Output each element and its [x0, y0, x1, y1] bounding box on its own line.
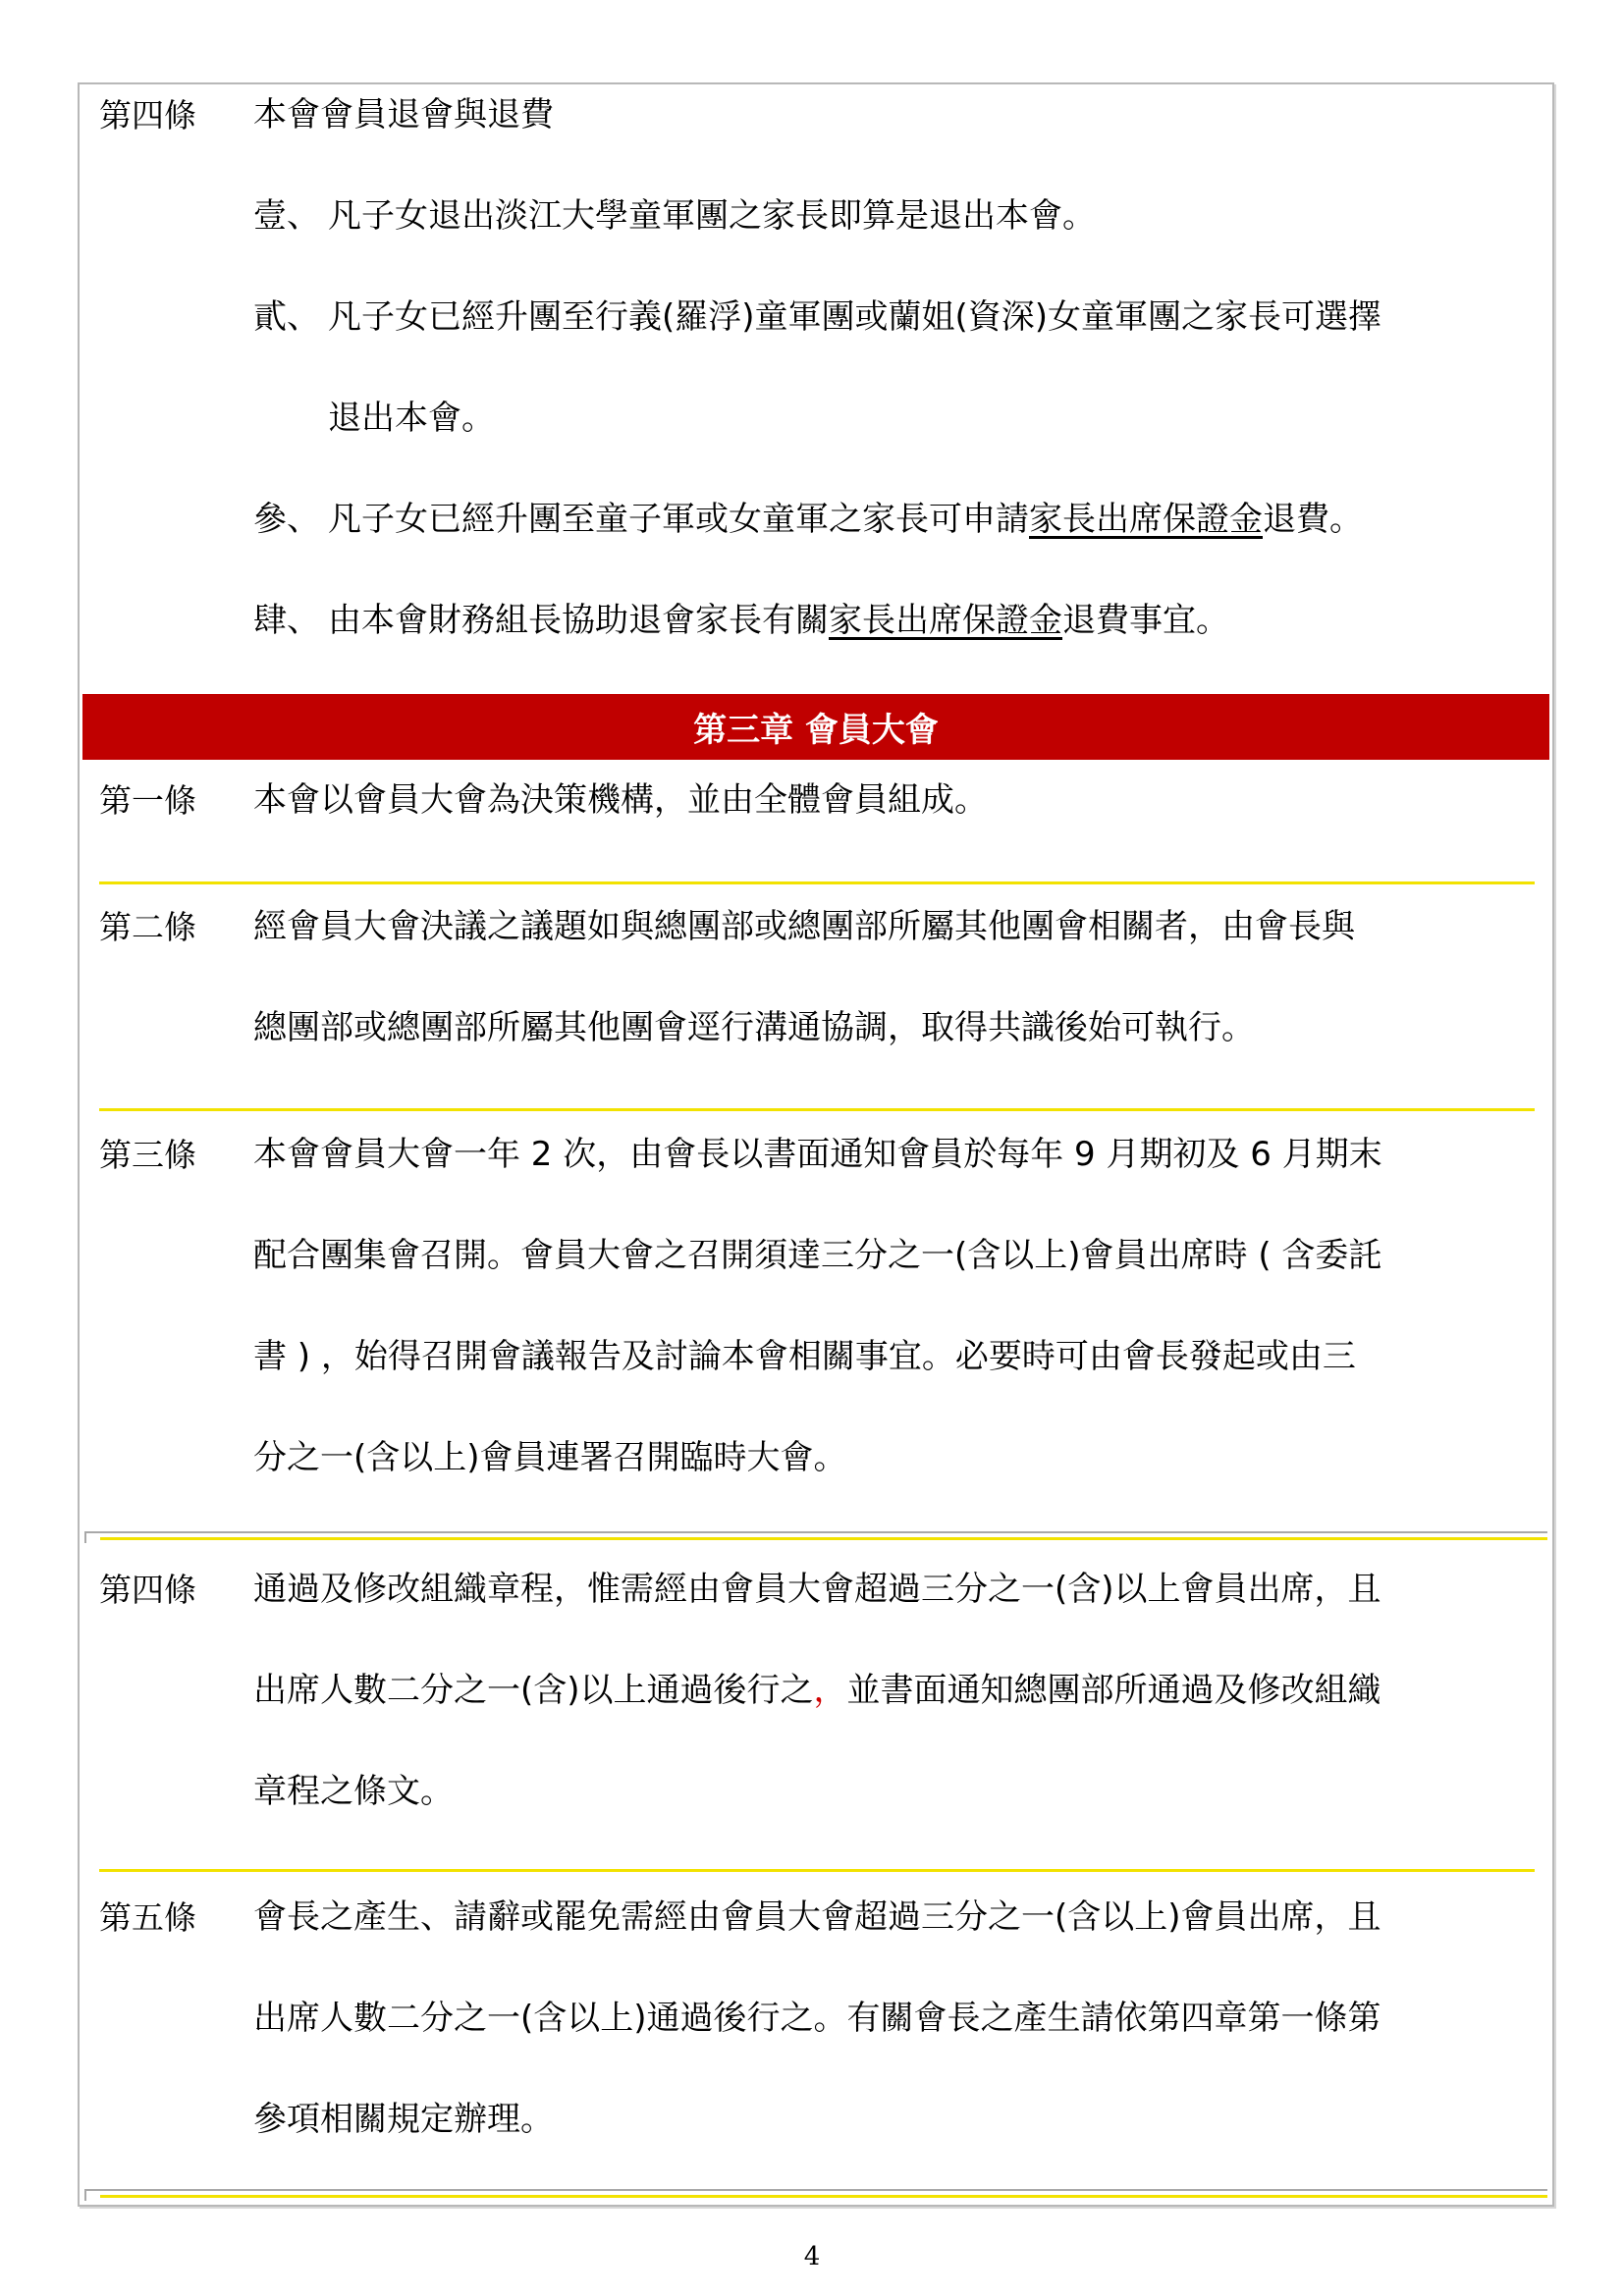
underlined-term: 家長出席保證金: [1029, 500, 1263, 539]
article-label: 第四條: [99, 1571, 196, 1609]
article-4: 第四條 通過及修改組織章程，惟需經由會員大會超過三分之一(含)以上會員出席，且 出席人數二分之一(含)以上通過後行之，並書面通知總團部所通過及修改組織 章程之條文。: [99, 1539, 1533, 1842]
article-withdrawal: [99, 65, 1533, 671]
article-label: 第一條: [99, 781, 196, 820]
chapter-heading: 第三章 會員大會: [82, 694, 1549, 760]
article-title: 本會會員退會與退費: [253, 95, 554, 134]
list-item: 壹、 凡子女退出淡江大學童軍團之家長即算是退出本會。: [253, 196, 1096, 236]
article-label: 第五條: [99, 1898, 196, 1937]
list-item: 貳、 凡子女已經升團至行義(羅浮)童軍團或蘭姐(資深)女童軍團之家長可選擇 退出本會。: [253, 297, 1382, 438]
article-2: 第二條 經會員大會決議之議題如與總團部或總團部所屬其他團會相關者，由會長與 總團部或總團部所屬其他團會逕行溝通協調，取得共識後始可執行。: [99, 877, 1533, 1079]
underlined-term: 家長出席保證金: [829, 601, 1062, 640]
article-label: 第二條: [99, 908, 196, 946]
article-5: 第五條 會長之產生、請辭或罷免需經由會員大會超過三分之一(含以上)會員出席，且 出席人數二分之一(含以上)通過後行之。有關會長之產生請依第四章第一條第 參項相關規定辦理。: [99, 1867, 1533, 2170]
section-divider: [84, 2189, 1547, 2201]
page-number: 4: [803, 2242, 821, 2271]
article-label: 第三條: [99, 1136, 196, 1174]
article-label: 第四條: [99, 96, 196, 134]
list-item: 參、 凡子女已經升團至童子軍或女童軍之家長可申請家長出席保證金退費。: [253, 500, 1363, 539]
red-comma: ，: [813, 1671, 847, 1710]
list-item: 肆、 由本會財務組長協助退會家長有關家長出席保證金退費事宜。: [253, 601, 1229, 640]
article-3: 第三條 本會會員大會一年 2 次，由會長以書面通知會員於每年 9 月期初及 6 月期末 配合團集會召開。會員大會之召開須達三分之一(含以上)會員出席時 ( 含委託 書 ) ，始得召開會議報告及討論本會相關事宜。必要時可由會長發起或由三 分之一(含以上)會員連署召開臨時大會。: [99, 1104, 1533, 1509]
article-1: 第一條 本會以會員大會為決策機構，並由全體會員組成。: [99, 750, 1533, 851]
